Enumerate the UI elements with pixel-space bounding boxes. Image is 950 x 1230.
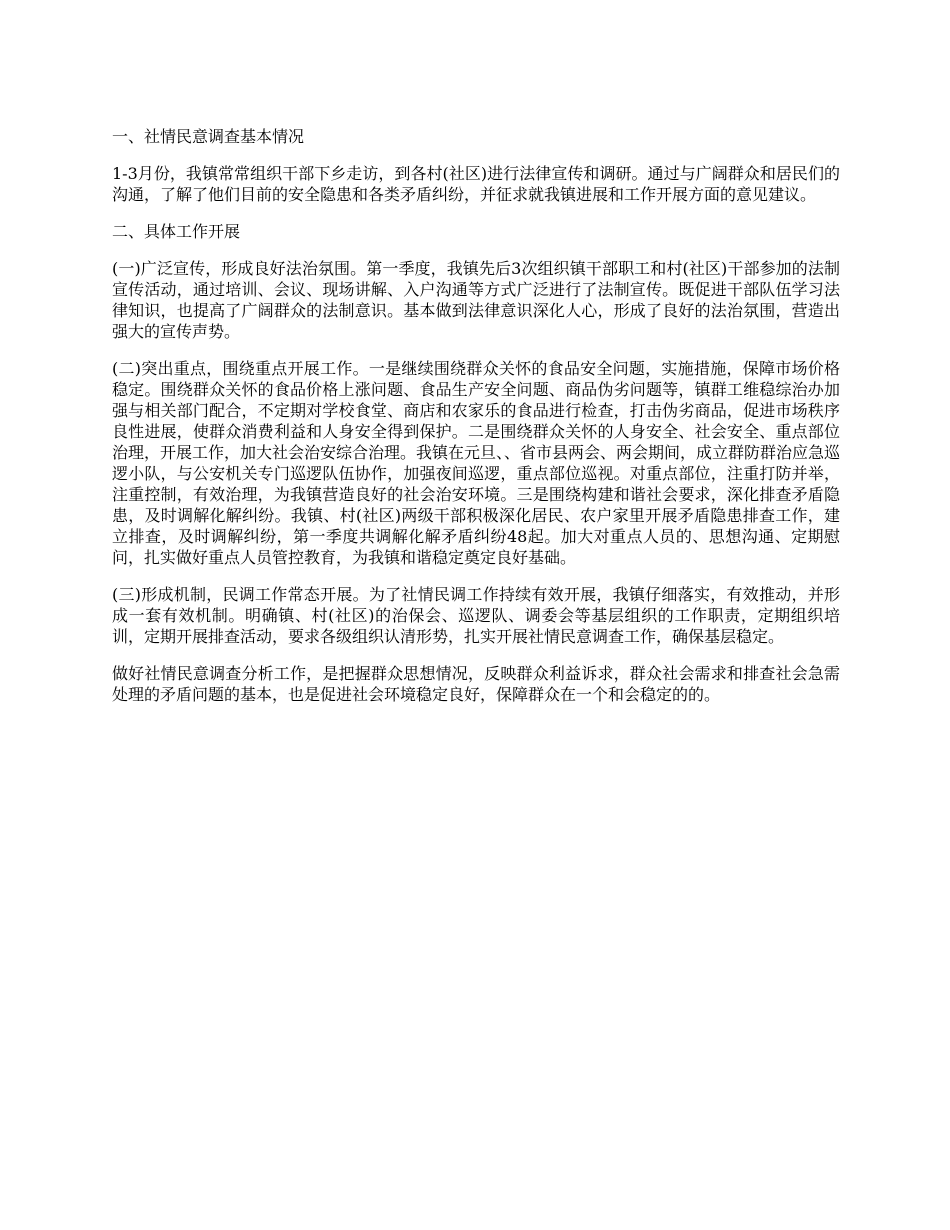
paragraph-3: (二)突出重点，围绕重点开展工作。一是继续围绕群众关怀的食品安全问题，实施措施，保障市场价格稳定。围绕群众关怀的食品价格上涨问题、食品生产安全问题、商品伪劣问题等，镇群工维稳综治办加强与相关部门配合，不定期对学校食堂、商店和农家乐的食品进行检查，打击伪劣商品，促进市场秩序良性进展，使群众消费利益和人身安全得到保护。二是围绕群众关怀的人身安全、社会安全、重点部位治理，开展工作，加大社会治安综合治理。我镇在元旦、、省市县两会、两会期间，成立群防群治应急巡逻小队，与公安机关专门巡逻队伍协作，加强夜间巡逻，重点部位巡视。对重点部位，注重打防并举，注重控制，有效治理，为我镇营造良好的社会治安环境。三是围绕构建和谐社会要求，深化排查矛盾隐患，及时调解化解纠纷。我镇、村(社区)两级干部积极深化居民、农户家里开展矛盾隐患排查工作，建立排查，及时调解纠纷，第一季度共调解化解矛盾纠纷48起。加大对重点人员的、思想沟通、定期慰问，扎实做好重点人员管控教育，为我镇和谐稳定奠定良好基础。 [112,359,841,567]
section-heading-1: 一、社情民意调查基本情况 [112,127,305,146]
paragraph-5: 做好社情民意调查分析工作，是把握群众思想情况，反映群众利益诉求，群众社会需求和排查社会急需处理的矛盾问题的基本，也是促进社会环境稳定良好，保障群众在一个和会稳定的的。 [112,664,840,704]
paragraph-1: 1-3月份，我镇常常组织干部下乡走访，到各村(社区)进行法律宣传和调研。通过与广阔群众和居民们的沟通，了解了他们目前的安全隐患和各类矛盾纠纷，并征求就我镇进展和工作开展方面的意见建议。 [112,164,840,204]
document-page [112,126,840,721]
paragraph-4: (三)形成机制，民调工作常态开展。为了社情民调工作持续有效开展，我镇仔细落实，有效推动，并形成一套有效机制。明确镇、村(社区)的治保会、巡逻队、调委会等基层组织的工作职责，定期组织培训，定期开展排查活动，要求各级组织认清形势，扎实开展社情民意调查工作，确保基层稳定。 [112,585,840,646]
section-heading-2: 二、具体工作开展 [112,222,241,241]
paragraph-2: (一)广泛宣传，形成良好法治氛围。第一季度，我镇先后3次组织镇干部职工和村(社区)干部参加的法制宣传活动，通过培训、会议、现场讲解、入户沟通等方式广泛进行了法制宣传。既促进干部队伍学习法律知识，也提高了广阔群众的法制意识。基本做到法律意识深化人心，形成了良好的法治氛围，营造出强大的宣传声势。 [112,259,840,341]
